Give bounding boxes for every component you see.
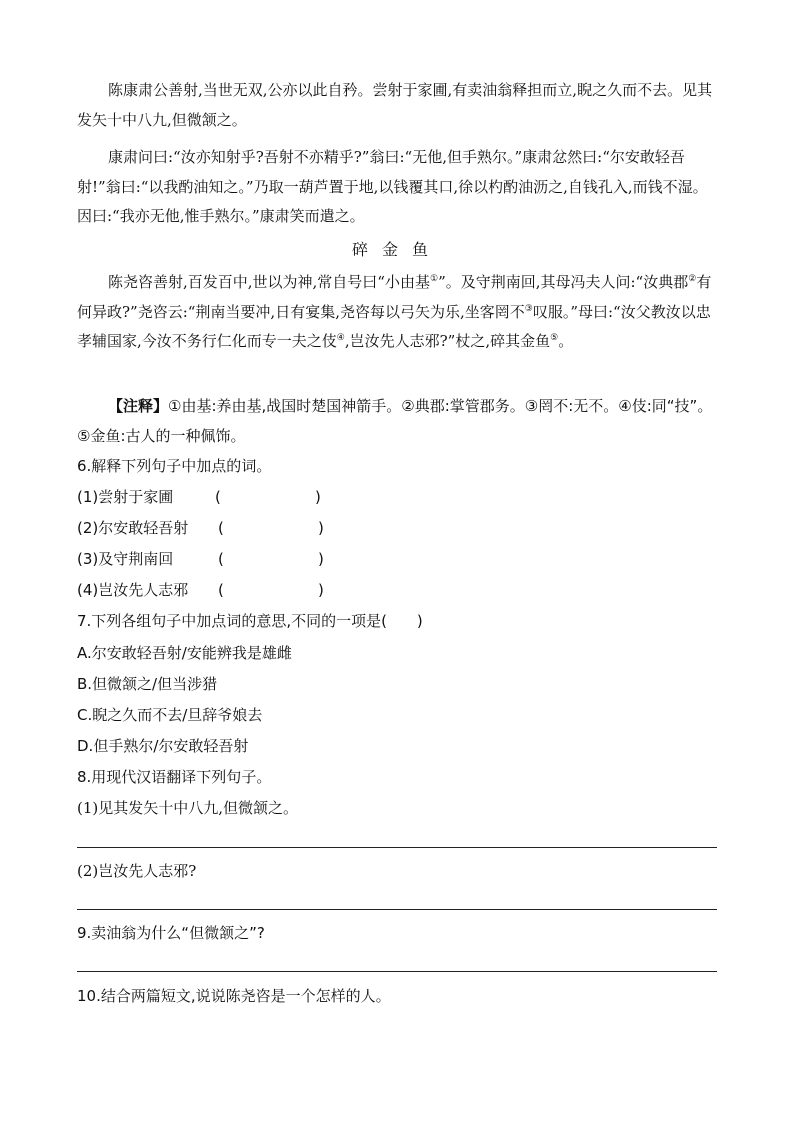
passage1-paragraph2: 康肃问曰:“汝亦知射乎?吾射不亦精乎?”翁曰:“无他,但手熟尔。”康肃忿然曰:“尔安敢轻吾射!”翁曰:“以我酌油知之。”乃取一葫芦置于地,以钱覆其口,徐以杓酌油沥之,自钱孔入,而钱不湿。因曰:“我亦无他,惟手熟尔。”康肃笑而遣之。 (77, 148, 708, 225)
passage2-text-b: ”。及守荆南回,其母冯夫人问:“汝典郡 (438, 273, 689, 291)
q8-item-2-answer-line[interactable] (77, 909, 717, 910)
q8-item-2: (2)岂汝先人志邪? (77, 862, 197, 880)
q6-item-2-text: (2)尔安敢轻吾射 (77, 519, 189, 537)
note-ref-5: ⑤ (550, 333, 559, 343)
q8-item-1: (1)见其发矢十中八九,但微颔之。 (77, 799, 299, 817)
q6-item-3-answer-blank[interactable]: ) (318, 550, 324, 568)
q6-item-1 (77, 483, 321, 512)
passage1-paragraph1: 陈康肃公善射,当世无双,公亦以此自矜。尝射于家圃,有卖油翁释担而立,睨之久而不去。见其发矢十中八九,但微颔之。 (77, 81, 713, 129)
note-ref-2: ② (688, 274, 697, 284)
passage2-text-e: ,岂汝先人志邪?”杖之,碎其金鱼 (344, 332, 551, 350)
question-9: 9.卖油翁为什么“但微颔之”? (77, 924, 265, 942)
q6-item-3-text: (3)及守荆南回 (77, 550, 174, 568)
q6-item-3-paren-open: ( (218, 550, 224, 568)
passage2-text-a: 陈尧咨善射,百发百中,世以为神,常自号曰“小由基 (108, 273, 430, 291)
q7-option-d[interactable]: D.但手熟尔/尔安敢轻吾射 (77, 737, 249, 755)
q6-item-2-answer-blank[interactable]: ) (318, 519, 324, 537)
q7-option-a[interactable]: A.尔安敢轻吾射/安能辨我是雄雌 (77, 644, 292, 662)
q6-item-4-answer-blank[interactable]: ) (318, 581, 324, 599)
question-6: 6.解释下列句子中加点的词。 (77, 457, 272, 475)
passage2-title: 碎金鱼 (351, 240, 442, 259)
q6-item-2-paren-open: ( (218, 519, 224, 537)
q6-item-4-paren-open: ( (218, 581, 224, 599)
q6-item-3 (77, 545, 324, 574)
q6-item-1-answer-blank[interactable]: ) (315, 488, 321, 506)
q6-item-4-text: (4)岂汝先人志邪 (77, 581, 189, 599)
q7-option-b[interactable]: B.但微颔之/但当涉猎 (77, 675, 218, 693)
note-ref-1: ① (429, 274, 439, 284)
passage2-text-c: 有何异政?”尧咨云:“荆南当要冲,日有宴集,尧咨每以弓矢为乐,坐客罔不 (77, 273, 712, 321)
q6-item-1-paren-open: ( (215, 488, 221, 506)
passage2-paragraph (77, 268, 717, 357)
q6-item-4 (77, 576, 324, 605)
passage2-text-d: 叹服。”母曰:“汝父教汝以忠孝辅国家,今汝不务行仁化而专一夫之伎 (77, 302, 711, 350)
question-8: 8.用现代汉语翻译下列句子。 (77, 768, 272, 786)
note-ref-4: ④ (336, 333, 345, 343)
annotation-notes (77, 392, 717, 451)
q7-option-c[interactable]: C.睨之久而不去/旦辞爷娘去 (77, 706, 263, 724)
question-7: 7.下列各组句子中加点词的意思,不同的一项是( ) (77, 612, 423, 630)
question-10: 10.结合两篇短文,说说陈尧咨是一个怎样的人。 (77, 987, 391, 1005)
q6-item-2 (77, 514, 324, 543)
passage2-text-f: 。 (558, 332, 574, 350)
q8-item-1-answer-line[interactable] (77, 847, 717, 848)
q6-item-1-text: (1)尝射于家圃 (77, 488, 174, 506)
notes-text: ①由基:养由基,战国时楚国神箭手。②典郡:掌管郡务。③罔不:无不。④伎:同“技”。⑤金鱼:古人的一种佩饰。 (77, 397, 713, 445)
q9-answer-line[interactable] (77, 971, 717, 972)
notes-label: 【注释】 (108, 397, 169, 415)
note-ref-3: ③ (524, 303, 533, 314)
